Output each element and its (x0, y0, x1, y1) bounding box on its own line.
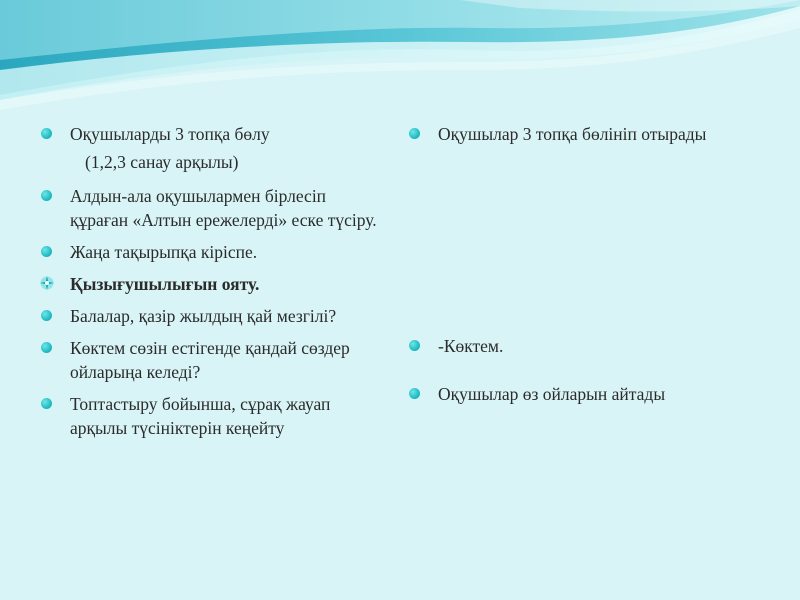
right-column (408, 122, 768, 414)
left-item-1 (40, 150, 385, 174)
left-item-text: Балалар, қазір жылдың қай мезгілі? (70, 306, 337, 326)
right-item-1 (408, 334, 768, 358)
left-item-6 (40, 336, 385, 384)
left-item-text: Көктем сөзін естігенде қандай сөздер ойларыңа келеді? (70, 338, 350, 382)
right-item-2 (408, 382, 768, 406)
left-item-text: Қызығушылығын ояту. (70, 274, 260, 294)
left-item-text: Жаңа тақырыпқа кіріспе. (70, 242, 258, 262)
right-item-text: Оқушылар өз ойларын айтады (438, 384, 666, 404)
left-item-text: Алдын-ала оқушылармен бірлесіп құраған «Алтын ережелерді» еске түсіру. (70, 186, 377, 230)
header-wave-decoration (0, 0, 800, 110)
left-item-text: (1,2,3 санау арқылы) (85, 152, 239, 172)
circle-bullet-icon (41, 310, 52, 321)
left-item-4 (40, 272, 385, 296)
right-item-text: Оқушылар 3 топқа бөлініп отырады (438, 124, 707, 144)
left-item-7 (40, 392, 385, 440)
circle-bullet-icon (409, 340, 420, 351)
right-spacer (408, 154, 768, 334)
right-item-text: -Көктем. (438, 336, 504, 356)
left-item-5 (40, 304, 385, 328)
circle-bullet-icon (409, 128, 420, 139)
left-item-2 (40, 184, 385, 232)
circle-bullet-icon (41, 342, 52, 353)
right-gap (408, 366, 768, 382)
circle-bullet-icon (409, 388, 420, 399)
circle-bullet-icon (41, 246, 52, 257)
left-item-text: Оқушыларды 3 топқа бөлу (70, 124, 270, 144)
circle-bullet-icon (41, 128, 52, 139)
left-item-text: Топтастыру бойынша, сұрақ жауап арқылы түсініктерін кеңейту (70, 394, 331, 438)
circle-bullet-icon (41, 398, 52, 409)
left-item-0 (40, 122, 385, 146)
right-item-0 (408, 122, 768, 146)
circle-bullet-icon (41, 190, 52, 201)
sparkle-bullet-icon (39, 275, 55, 291)
left-column (40, 122, 385, 448)
left-item-3 (40, 240, 385, 264)
